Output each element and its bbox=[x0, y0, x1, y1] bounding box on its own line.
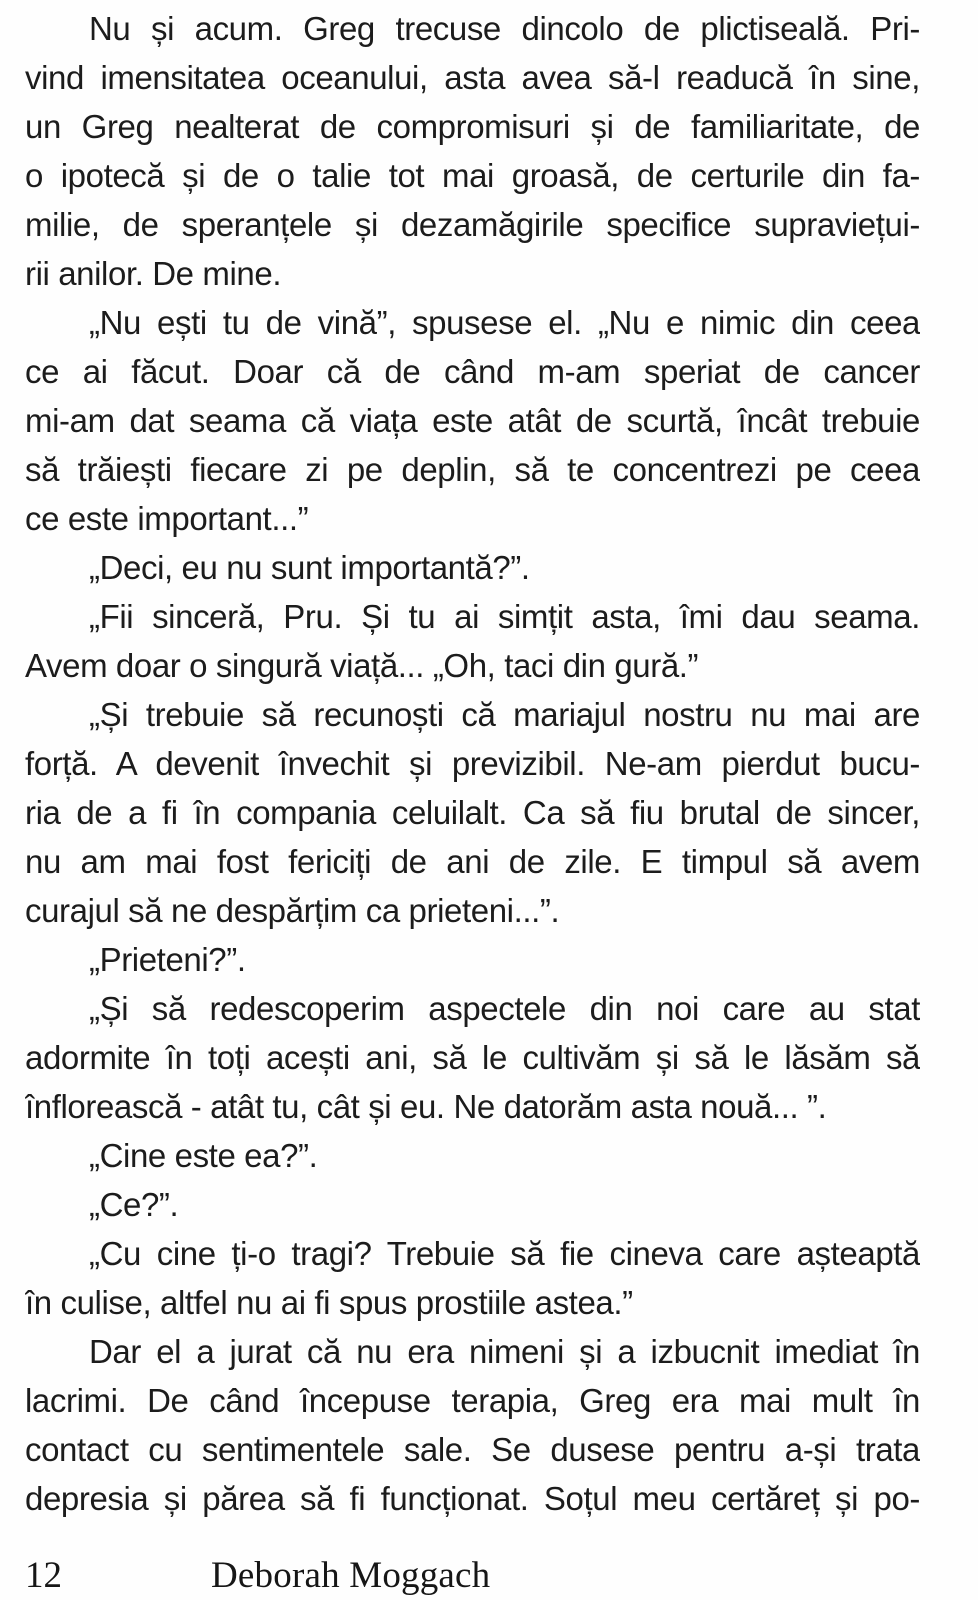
text-line: „Ce?”. bbox=[89, 1186, 179, 1223]
paragraph bbox=[25, 1327, 920, 1523]
text-line: „Și să redescoperim aspectele din noi care au stat bbox=[89, 990, 920, 1027]
page-footer bbox=[0, 1555, 978, 1597]
page-number: 12 bbox=[25, 1555, 62, 1596]
text-line: „Cine este ea?”. bbox=[89, 1137, 318, 1174]
text-line: o ipotecă și de o talie tot mai groasă, de certurile din fa- bbox=[25, 157, 920, 194]
paragraph bbox=[25, 1229, 920, 1327]
text-line: să trăiești fiecare zi pe deplin, să te concentrezi pe ceea bbox=[25, 451, 920, 488]
text-line: un Greg nealterat de compromisuri și de familiaritate, de bbox=[25, 108, 920, 145]
text-line: Avem doar o singură viață... „Oh, taci din gură.” bbox=[25, 647, 699, 684]
text-line: ce ai făcut. Doar că de când m-am speriat de cancer bbox=[25, 353, 920, 390]
paragraph bbox=[25, 543, 920, 592]
text-line: „Cu cine ți-o tragi? Trebuie să fie cineva care așteaptă bbox=[89, 1235, 920, 1272]
text-line: curajul să ne despărțim ca prieteni...”. bbox=[25, 892, 560, 929]
text-line: ria de a fi în compania celuilalt. Ca să fiu brutal de sincer, bbox=[25, 794, 920, 831]
text-line: contact cu sentimentele sale. Se dusese pentru a-și trata bbox=[25, 1431, 920, 1468]
text-line: „Deci, eu nu sunt importantă?”. bbox=[89, 549, 530, 586]
text-line: „Prieteni?”. bbox=[89, 941, 246, 978]
text-line: „Fii sinceră, Pru. Și tu ai simțit asta, îmi dau seama. bbox=[89, 598, 920, 635]
paragraph bbox=[25, 1131, 920, 1180]
text-line: Nu și acum. Greg trecuse dincolo de plictiseală. Pri- bbox=[89, 10, 920, 47]
author-name: Deborah Moggach bbox=[211, 1555, 491, 1596]
text-line: „Și trebuie să recunoști că mariajul nostru nu mai are bbox=[89, 696, 920, 733]
text-line: în culise, altfel nu ai fi spus prostiile astea.” bbox=[25, 1284, 633, 1321]
text-line: mi-am dat seama că viața este atât de scurtă, încât trebuie bbox=[25, 402, 920, 439]
text-line: lacrimi. De când începuse terapia, Greg era mai mult în bbox=[25, 1382, 920, 1419]
text-line: depresia și părea să fi funcționat. Soțul meu certăreț și po- bbox=[25, 1480, 920, 1517]
text-line: Dar el a jurat că nu era nimeni și a izbucnit imediat în bbox=[89, 1333, 920, 1370]
paragraph bbox=[25, 4, 920, 298]
text-line: milie, de speranțele și dezamăgirile specifice supraviețui- bbox=[25, 206, 920, 243]
paragraph bbox=[25, 984, 920, 1131]
text-line: vind imensitatea oceanului, asta avea să-l readucă în sine, bbox=[25, 59, 920, 96]
text-line: adormite în toți acești ani, să le cultivăm și să le lăsăm să bbox=[25, 1039, 920, 1076]
text-line: ce este important...” bbox=[25, 500, 309, 537]
text-line: înflorească - atât tu, cât și eu. Ne datorăm asta nouă... ”. bbox=[25, 1088, 827, 1125]
paragraph bbox=[25, 592, 920, 690]
text-line: forță. A devenit învechit și previzibil. Ne-am pierdut bucu- bbox=[25, 745, 920, 782]
paragraph bbox=[25, 1180, 920, 1229]
text-line: „Nu ești tu de vină”, spusese el. „Nu e nimic din ceea bbox=[89, 304, 920, 341]
paragraph bbox=[25, 690, 920, 935]
paragraph bbox=[25, 298, 920, 543]
paragraph bbox=[25, 935, 920, 984]
text-line: rii anilor. De mine. bbox=[25, 255, 282, 292]
text-line: nu am mai fost fericiți de ani de zile. E timpul să avem bbox=[25, 843, 920, 880]
